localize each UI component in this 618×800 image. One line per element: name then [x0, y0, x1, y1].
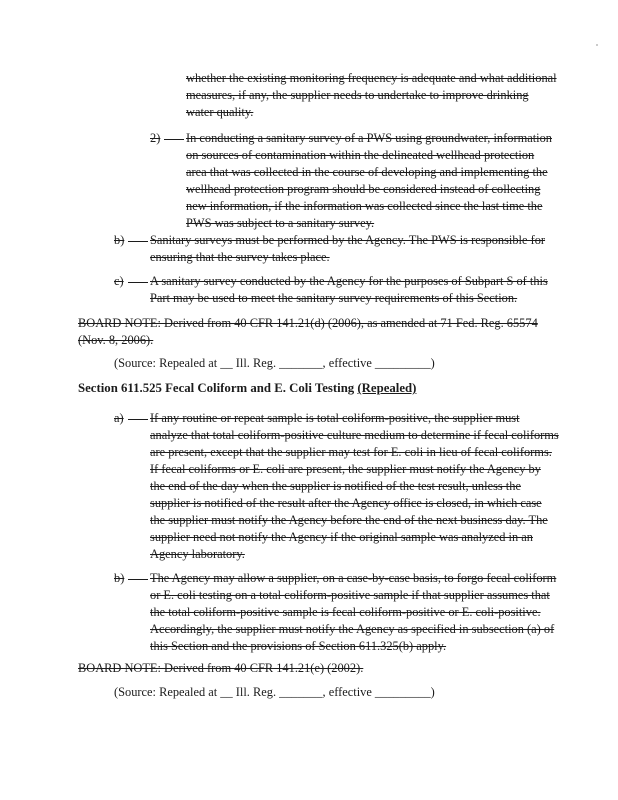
strike-leader: [128, 282, 148, 283]
text-line: ensuring that the survey takes place.: [150, 250, 330, 264]
subsection-label: a): [114, 411, 124, 425]
text-line: supplier need not notify the Agency if the original sample was analyzed in an: [150, 530, 533, 544]
board-note: BOARD NOTE: Derived from 40 CFR 141.21(e) (2002).: [78, 661, 364, 675]
text-line: are present, except that the supplier may test for E. coli in lieu of fecal coliforms.: [150, 445, 552, 459]
text-line: If any routine or repeat sample is total coliform-positive, the supplier must: [150, 411, 520, 425]
text-line: the total coliform-positive sample is fecal coliform-positive or E. coli-positive.: [150, 605, 541, 619]
subsection-label: b): [114, 571, 125, 585]
source-note: (Source: Repealed at __ Ill. Reg. _______, effective _________): [114, 685, 435, 699]
text-line: The Agency may allow a supplier, on a case-by-case basis, to forgo fecal coliform: [150, 571, 557, 585]
text-line: In conducting a sanitary survey of a PWS using groundwater, information: [186, 131, 552, 145]
text-line: new information, if the information was collected since the last time the: [186, 199, 543, 213]
text-line: the supplier must notify the Agency before the end of the next business day. The: [150, 513, 548, 527]
text-line: on sources of contamination within the delineated wellhead protection: [186, 148, 535, 162]
text-line: A sanitary survey conducted by the Agency for the purposes of Subpart S of this: [150, 274, 548, 288]
section-heading: [78, 380, 416, 397]
text-line: water quality.: [186, 105, 254, 119]
strike-leader: [128, 419, 148, 420]
scan-speck: [596, 44, 598, 46]
subsection-label: b): [114, 233, 125, 247]
text-line: whether the existing monitoring frequency is adequate and what additional: [186, 71, 557, 85]
item-label: 2): [150, 131, 161, 145]
subsection-label: c): [114, 274, 124, 288]
text-line: area that was collected in the course of developing and implementing the: [186, 165, 548, 179]
text-line: or E. coli testing on a total coliform-positive sample if that supplier assumes that: [150, 588, 550, 602]
text-line: supplier is notified of the result after the Agency office is closed, in which case: [150, 496, 542, 510]
repealed-label: (Repealed): [357, 381, 417, 395]
strike-leader: [164, 139, 184, 140]
board-note: (Nov. 8, 2006).: [78, 333, 154, 347]
strike-leader: [128, 241, 148, 242]
text-line: the end of the day when the supplier is notified of the test result, unless the: [150, 479, 521, 493]
text-line: Sanitary surveys must be performed by the Agency. The PWS is responsible for: [150, 233, 546, 247]
text-line: wellhead protection program should be considered instead of collecting: [186, 182, 541, 196]
strike-leader: [128, 579, 148, 580]
text-line: Part may be used to meet the sanitary survey requirements of this Section.: [150, 291, 518, 305]
text-line: Accordingly, the supplier must notify the Agency as specified in subsection (a) of: [150, 622, 555, 636]
text-line: this Section and the provisions of Section 611.325(b) apply.: [150, 639, 447, 653]
text-line: analyze that total coliform-positive culture medium to determine if fecal coliforms: [150, 428, 559, 442]
text-line: measures, if any, the supplier needs to undertake to improve drinking: [186, 88, 529, 102]
text-line: Agency laboratory.: [150, 547, 245, 561]
text-line: If fecal coliforms or E. coli are present, the supplier must notify the Agency by: [150, 462, 541, 476]
board-note: BOARD NOTE: Derived from 40 CFR 141.21(d) (2006), as amended at 71 Fed. Reg. 65574: [78, 316, 538, 330]
source-note: (Source: Repealed at __ Ill. Reg. _______, effective _________): [114, 356, 435, 370]
text-line: PWS was subject to a sanitary survey.: [186, 216, 375, 230]
section-title: Section 611.525 Fecal Coliform and E. Coli Testing: [78, 381, 355, 395]
